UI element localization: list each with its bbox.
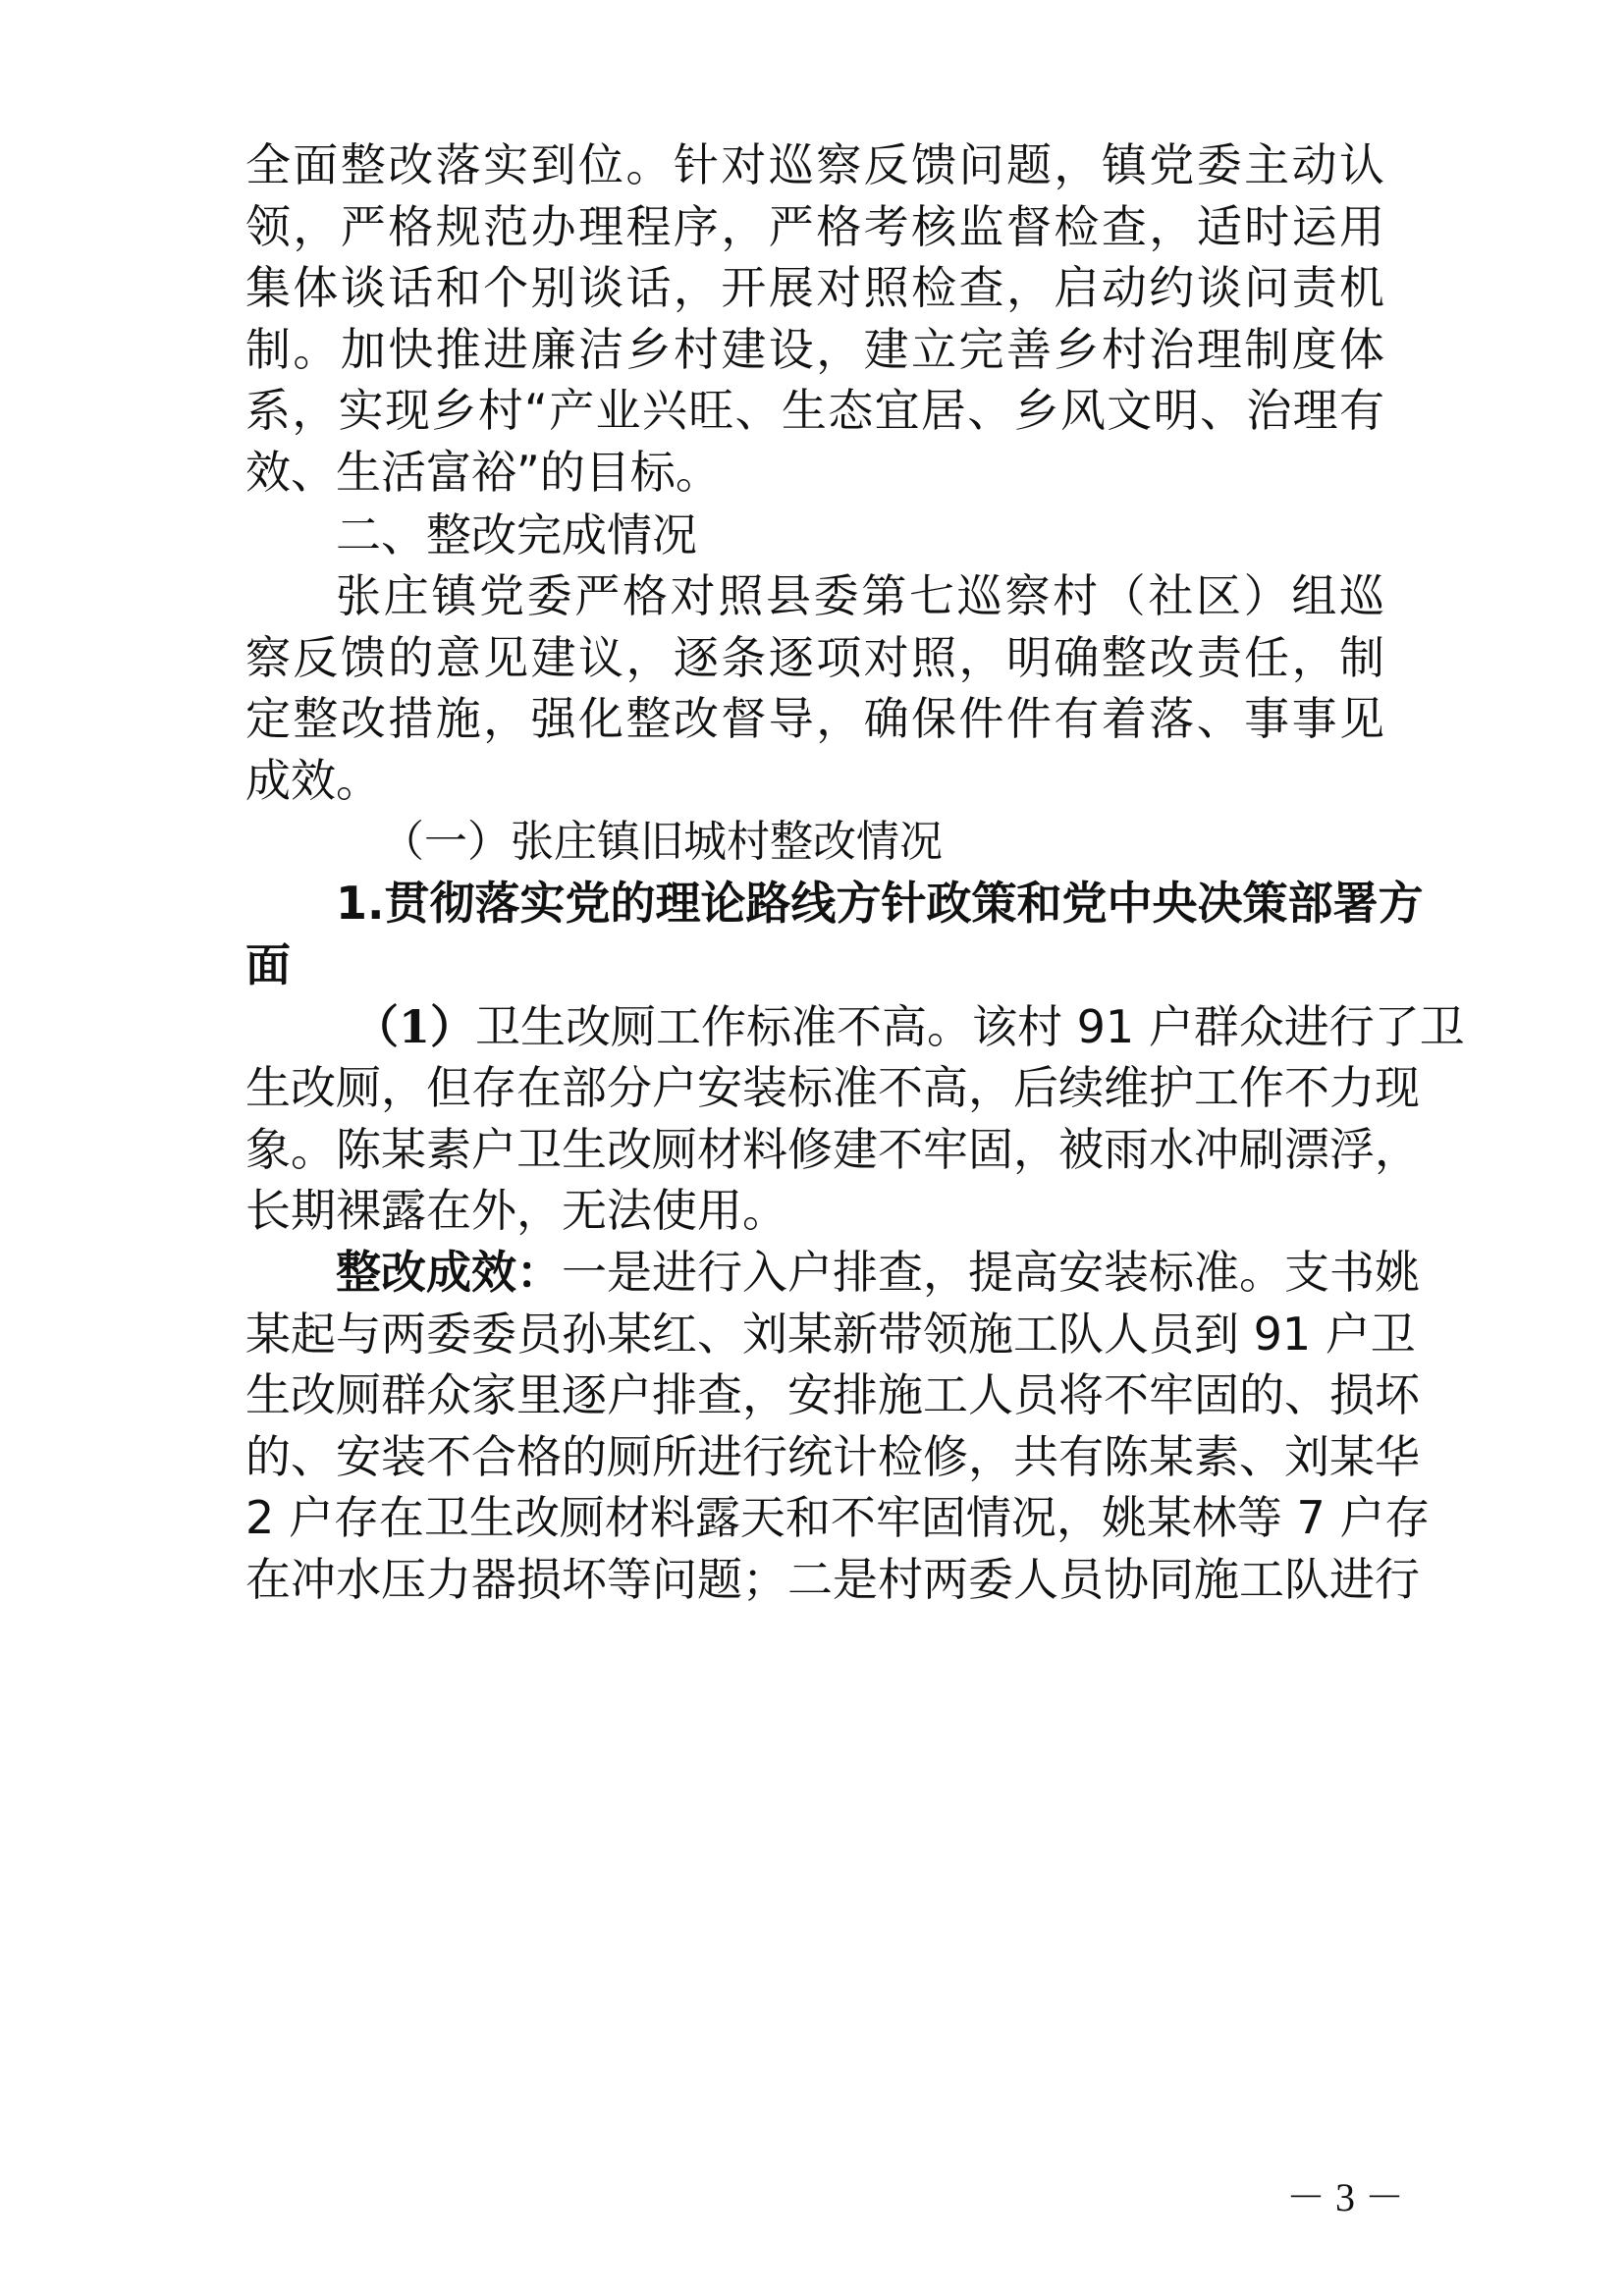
issue-label: （1）: [353, 1000, 476, 1053]
body-text-line: 的、安装不合格的厕所进行统计检修，共有陈某素、刘某华: [245, 1430, 1420, 1483]
subsection-heading: （一）张庄镇旧城村整改情况: [381, 817, 943, 867]
rectification-label: 整改成效：: [336, 1246, 562, 1299]
item-heading-line: 1.贯彻落实党的理论路线方针政策和党中央决策部署方: [336, 877, 1424, 930]
body-text-line: 定整改措施，强化整改督导，确保件件有着落、事事见: [245, 692, 1384, 745]
body-text-line: 张庄镇党委严格对照县委第七巡察村（社区）组巡: [336, 569, 1384, 622]
body-text-line: 察反馈的意见建议，逐条逐项对照，明确整改责任，制: [245, 631, 1384, 684]
body-text-line: 长期裸露在外，无法使用。: [245, 1184, 787, 1237]
item-heading-line: 面: [245, 938, 291, 991]
body-text-line: 某起与两委委员孙某红、刘某新带领施工队人员到 91 户卫: [245, 1308, 1416, 1361]
body-text-line: 一是进行入户排查，提高安装标准。支书姚: [562, 1246, 1420, 1299]
section-heading: 二、整改完成情况: [336, 508, 697, 561]
page-number: － 3 －: [1286, 2175, 1404, 2219]
body-text-line: 集体谈话和个别谈话，开展对照检查，启动约谈问责机: [245, 261, 1384, 314]
body-text-line: 效、生活富裕”的目标。: [245, 446, 721, 499]
body-text-line: 全面整改落实到位。针对巡察反馈问题，镇党委主动认: [245, 138, 1384, 191]
body-text-line: 卫生改厕工作标准不高。该村 91 户群众进行了卫: [475, 1000, 1465, 1053]
body-text-line: 系，实现乡村“产业兴旺、生态宜居、乡风文明、治理有: [245, 384, 1384, 437]
body-text-line: 成效。: [245, 754, 381, 807]
body-text-line: 2 户存在卫生改厕材料露天和不牢固情况，姚某林等 7 户存: [245, 1491, 1431, 1544]
body-text-line: 生改厕，但存在部分户安装标准不高，后续维护工作不力现: [245, 1061, 1420, 1114]
body-text-line: 生改厕群众家里逐户排查，安排施工人员将不牢固的、损坏: [245, 1368, 1420, 1421]
body-text-line: 在冲水压力器损坏等问题；二是村两委人员协同施工队进行: [245, 1553, 1420, 1606]
body-text-line: 领，严格规范办理程序，严格考核监督检查，适时运用: [245, 200, 1384, 253]
body-text-line: 象。陈某素户卫生改厕材料修建不牢固，被雨水冲刷漂浮，: [245, 1123, 1420, 1176]
body-text-line: 制。加快推进廉洁乡村建设，建立完善乡村治理制度体: [245, 323, 1384, 376]
